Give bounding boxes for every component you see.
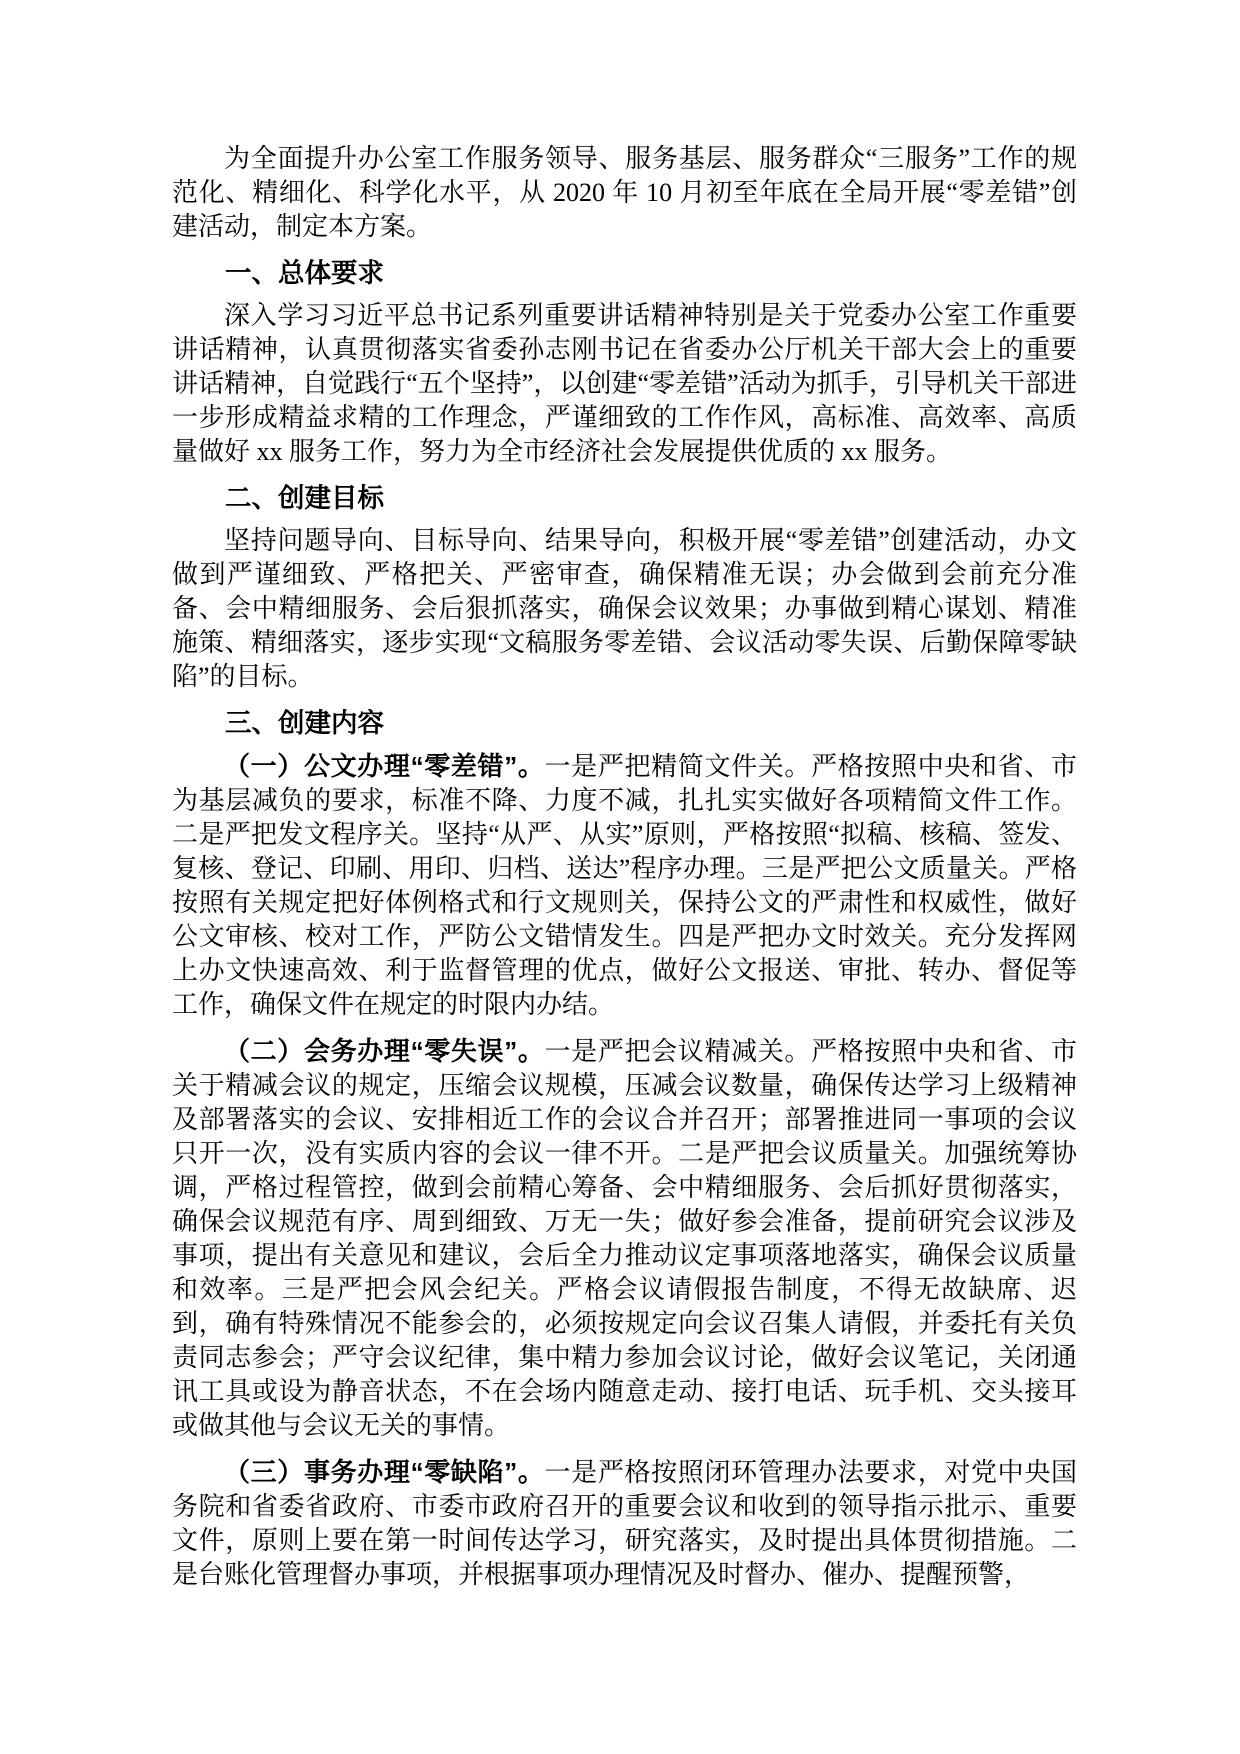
item-3-affairs-handling-paragraph [172, 1455, 1077, 1592]
item-2-meeting-handling-paragraph [172, 1034, 1077, 1443]
paragraph-text: 为全面提升办公室工作服务领导、服务基层、服务群众“三服务”工作的规范化、精细化、科学化水平，从 2020 年 10 月初至年底在全局开展“零差错”创建活动，制定本方案。 [172, 144, 1077, 241]
item-1-lead: （一）公文办理“零差错”。 [224, 751, 545, 781]
overall-requirements-paragraph [172, 299, 1077, 469]
paragraph-text: 深入学习习近平总书记系列重要讲话精神特别是关于党委办公室工作重要讲话精神，认真贯彻落实省委孙志刚书记在省委办公厅机关干部大会上的重要讲话精神，自觉践行“五个坚持”，以创建“零差错”活动为抓手，引导机关干部进一步形成精益求精的工作理念，严谨细致的工作作风，高标准、高效率、高质量做好 xx 服务工作，努力为全市经济社会发展提供优质的 xx 服务。 [172, 301, 1077, 466]
intro-paragraph [172, 142, 1077, 244]
paragraph-text: 坚持问题导向、目标导向、结果导向，积极开展“零差错”创建活动，办文做到严谨细致、严格把关、严密审查，确保精准无误；办会做到会前充分准备、会中精细服务、会后狠抓落实，确保会议效果；办事做到精心谋划、精准施策、精细落实，逐步实现“文稿服务零差错、会议活动零失误、后勤保障零缺陷”的目标。 [172, 526, 1077, 691]
item-1-document-handling-paragraph [172, 749, 1077, 1022]
item-3-lead: （三）事务办理“零缺陷”。 [224, 1457, 545, 1487]
heading-creation-content: 三、创建内容 [225, 708, 384, 738]
paragraph-text: 一是严把会议精减关。严格按照中央和省、市关于精减会议的规定，压缩会议规模，压减会议数量，确保传达学习上级精神及部署落实的会议、安排相近工作的会议合并召开；部署推进同一事项的会议只开一次，没有实质内容的会议一律不开。二是严把会议质量关。加强统筹协调，严格过程管控，做到会前精心筹备、会中精细服务、会后抓好贯彻落实，确保会议规范有序、周到细致、万无一失；做好参会准备，提前研究会议涉及事项，提出有关意见和建议，会后全力推动议定事项落地落实，确保会议质量和效率。三是严把会风会纪关。严格会议请假报告制度，不得无故缺席、迟到，确有特殊情况不能参会的，必须按规定向会议召集人请假，并委托有关负责同志参会；严守会议纪律，集中精力参加会议讨论，做好会议笔记，关闭通讯工具或设为静音状态，不在会场内随意走动、接打电话、玩手机、交头接耳或做其他与会议无关的事情。 [172, 1037, 1077, 1440]
paragraph-text: 一是严把精简文件关。严格按照中央和省、市为基层减负的要求，标准不降、力度不减，扎扎实实做好各项精简文件工作。二是严把发文程序关。坚持“从严、从实”原则，严格按照“拟稿、核稿、签发、复核、登记、印刷、用印、归档、送达”程序办理。三是严把公文质量关。严格按照有关规定把好体例格式和行文规则关，保持公文的严肃性和权威性，做好公文审核、校对工作，严防公文错情发生。四是严把办文时效关。充分发挥网上办文快速高效、利于监督管理的优点，做好公文报送、审批、转办、督促等工作，确保文件在规定的时限内办结。 [172, 752, 1077, 1019]
heading-creation-goals: 二、创建目标 [225, 483, 384, 513]
item-2-lead: （二）会务办理“零失误”。 [224, 1036, 545, 1066]
paragraph-text: 一是严格按照闭环管理办法要求，对党中央国务院和省委省政府、市委市政府召开的重要会议和收到的领导指示批示、重要文件，原则上要在第一时间传达学习，研究落实，及时提出具体贯彻措施。二是台账化管理督办事项，并根据事项办理情况及时督办、催办、提醒预警， [172, 1458, 1077, 1589]
heading-overall-requirements: 一、总体要求 [225, 258, 384, 288]
creation-goals-paragraph [172, 524, 1077, 694]
